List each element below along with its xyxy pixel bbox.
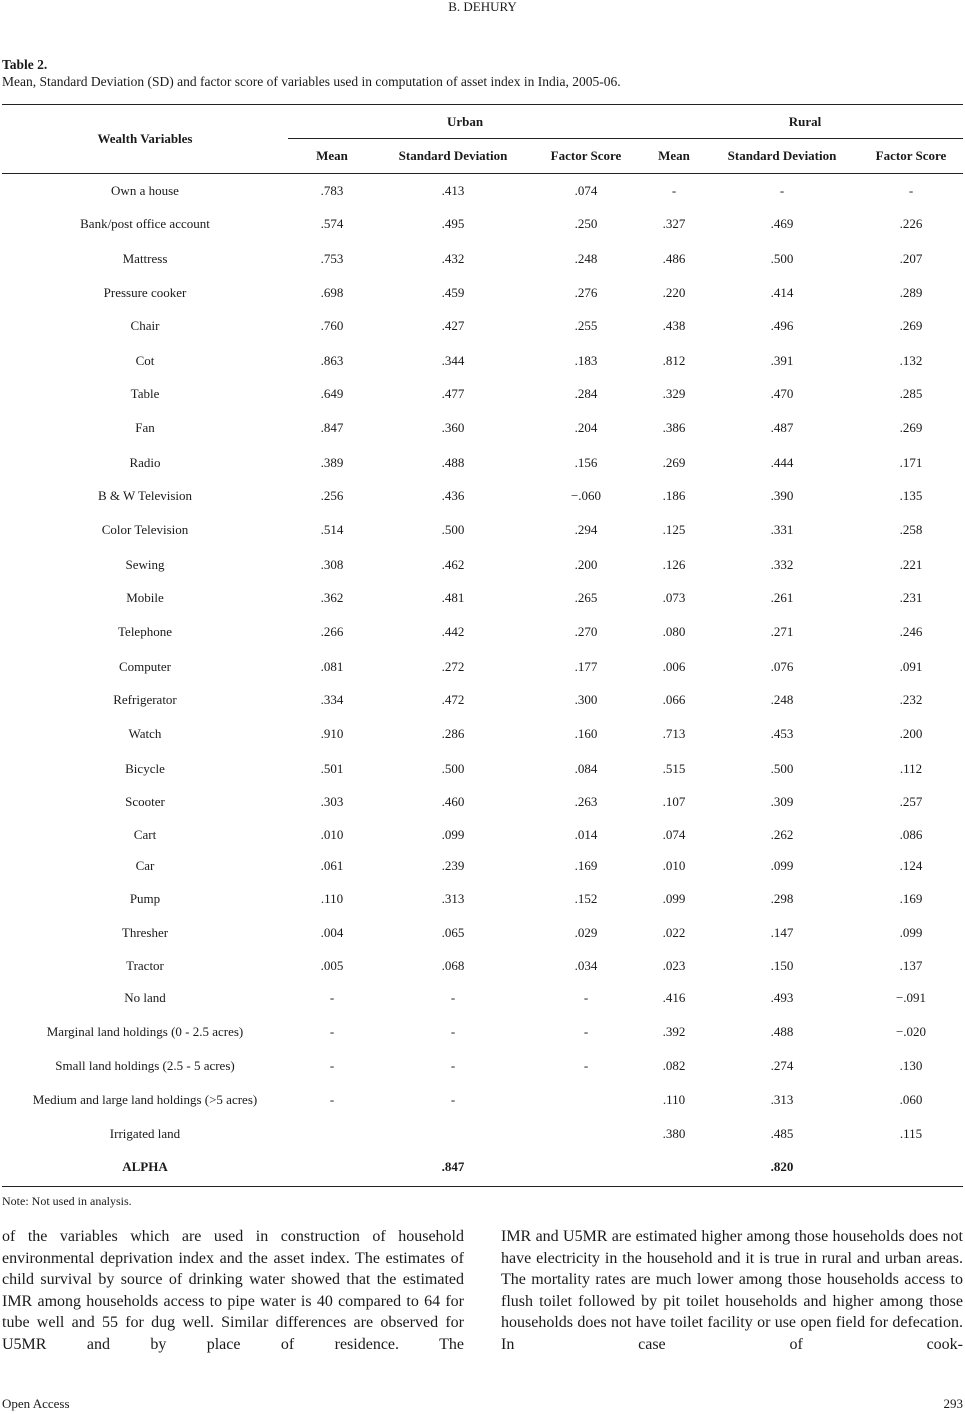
row-label: Medium and large land holdings (>5 acres) bbox=[32, 1092, 258, 1107]
table-cell: .500 bbox=[770, 251, 794, 266]
table-cell: .812 bbox=[662, 353, 686, 368]
table-cell: .272 bbox=[441, 659, 465, 674]
table-cell: .239 bbox=[441, 858, 465, 873]
table-cell: .270 bbox=[574, 624, 598, 639]
table-cell: - bbox=[779, 183, 785, 198]
table-cell: .200 bbox=[899, 726, 923, 741]
table-cell: .265 bbox=[574, 590, 598, 605]
table-cell: .061 bbox=[320, 858, 344, 873]
table-cell: - bbox=[583, 1024, 589, 1039]
table-cell: .334 bbox=[320, 692, 344, 707]
table-cell: .204 bbox=[574, 420, 598, 435]
row-label: Tractor bbox=[126, 958, 164, 973]
column-header: Factor Score bbox=[550, 148, 622, 163]
table-cell: - bbox=[329, 1092, 335, 1107]
row-label: Mobile bbox=[126, 590, 164, 605]
table-cell: .414 bbox=[770, 285, 794, 300]
table-cell: .014 bbox=[574, 827, 598, 842]
table-cell: .074 bbox=[662, 827, 686, 842]
group-header-rural: Rural bbox=[788, 114, 822, 129]
table-cell: .207 bbox=[899, 251, 923, 266]
table-cell: .010 bbox=[662, 858, 686, 873]
table-cell: .495 bbox=[441, 216, 465, 231]
row-label: Table bbox=[130, 386, 160, 401]
column-header: Mean bbox=[316, 148, 348, 163]
table-cell: .261 bbox=[770, 590, 794, 605]
table-cell: .501 bbox=[320, 761, 344, 776]
table-cell: .183 bbox=[574, 353, 598, 368]
table-cell: .231 bbox=[899, 590, 923, 605]
table-cell: .390 bbox=[770, 488, 794, 503]
table-cell: .488 bbox=[770, 1024, 794, 1039]
row-label: Color Television bbox=[101, 522, 189, 537]
table-cell: .362 bbox=[320, 590, 344, 605]
table-cell: −.060 bbox=[570, 488, 602, 503]
table-cell: .169 bbox=[899, 891, 923, 906]
table-cell: .086 bbox=[899, 827, 923, 842]
table-cell: .713 bbox=[662, 726, 686, 741]
table-cell: .034 bbox=[574, 958, 598, 973]
row-label: Refrigerator bbox=[113, 692, 177, 707]
table-cell: .248 bbox=[770, 692, 794, 707]
table-cell: .487 bbox=[770, 420, 794, 435]
table-cell: .082 bbox=[662, 1058, 686, 1073]
table-cell: .847 bbox=[441, 1159, 465, 1174]
table-cell: .248 bbox=[574, 251, 598, 266]
table-cell: .115 bbox=[899, 1126, 923, 1141]
table-cell: −.091 bbox=[895, 990, 927, 1005]
table-cell: .438 bbox=[662, 318, 686, 333]
table-cell: .171 bbox=[899, 455, 923, 470]
table-cell: .186 bbox=[662, 488, 686, 503]
table-cell: .309 bbox=[770, 794, 794, 809]
table-cell: .160 bbox=[574, 726, 598, 741]
group-header-urban: Urban bbox=[446, 114, 484, 129]
table-cell: .169 bbox=[574, 858, 598, 873]
body-right-column: IMR and U5MR are estimated higher among those households does not have electricity in the household and it is true in rural and urban areas. The mortality rates are much lower among those households access to flush toilet followed by pit toilet households and higher among those households does not have toilet facility or use open field for defecation. In case of cook- bbox=[501, 1228, 963, 1353]
row-label: Watch bbox=[128, 726, 162, 741]
table-cell: .910 bbox=[320, 726, 344, 741]
row-label: B & W Television bbox=[97, 488, 193, 503]
table-cell: .284 bbox=[574, 386, 598, 401]
table-cell: .432 bbox=[441, 251, 465, 266]
row-label: ALPHA bbox=[122, 1159, 168, 1174]
table-cell: .477 bbox=[441, 386, 465, 401]
table-cell: .488 bbox=[441, 455, 465, 470]
table-cell: .460 bbox=[441, 794, 465, 809]
table-cell: .472 bbox=[441, 692, 465, 707]
table-cell: .470 bbox=[770, 386, 794, 401]
table-cell: .515 bbox=[662, 761, 686, 776]
table-cell: .481 bbox=[441, 590, 465, 605]
page-number: 293 bbox=[943, 1396, 963, 1411]
row-label: Pressure cooker bbox=[103, 285, 187, 300]
row-label: Bank/post office account bbox=[80, 216, 210, 231]
column-header: Mean bbox=[658, 148, 690, 163]
table-cell: .099 bbox=[441, 827, 465, 842]
table-cell: .820 bbox=[770, 1159, 794, 1174]
table-header-rule bbox=[2, 173, 963, 174]
table-cell: .137 bbox=[899, 958, 923, 973]
table-cell: .246 bbox=[899, 624, 923, 639]
table-cell: .500 bbox=[441, 761, 465, 776]
table-cell: .004 bbox=[320, 925, 344, 940]
table-cell: .500 bbox=[441, 522, 465, 537]
table-cell: .073 bbox=[662, 590, 686, 605]
table-cell: - bbox=[671, 183, 677, 198]
table-cell: .005 bbox=[320, 958, 344, 973]
row-header: Wealth Variables bbox=[97, 131, 193, 146]
table-cell: .444 bbox=[770, 455, 794, 470]
table-cell: .200 bbox=[574, 557, 598, 572]
row-label: Thresher bbox=[121, 925, 169, 940]
table-cell: .500 bbox=[770, 761, 794, 776]
row-label: Chair bbox=[130, 318, 160, 333]
table-cell: .006 bbox=[662, 659, 686, 674]
table-cell: .110 bbox=[662, 1092, 686, 1107]
footer-open-access: Open Access bbox=[2, 1396, 70, 1411]
table-cell: .276 bbox=[574, 285, 598, 300]
table-cell: .274 bbox=[770, 1058, 794, 1073]
table-cell: .649 bbox=[320, 386, 344, 401]
row-label: Mattress bbox=[122, 251, 168, 266]
table-cell: .156 bbox=[574, 455, 598, 470]
table-cell: .099 bbox=[770, 858, 794, 873]
table-cell: .269 bbox=[899, 318, 923, 333]
table-bottom-rule bbox=[2, 1186, 963, 1187]
table-cell: .760 bbox=[320, 318, 344, 333]
table-cell: - bbox=[583, 990, 589, 1005]
table-cell: .132 bbox=[899, 353, 923, 368]
row-label: Telephone bbox=[118, 624, 172, 639]
table-cell: .300 bbox=[574, 692, 598, 707]
row-label: Computer bbox=[119, 659, 171, 674]
table-cell: .462 bbox=[441, 557, 465, 572]
table-caption-text: Mean, Standard Deviation (SD) and factor score of variables used in computation of asset index in India, 2005-06. bbox=[2, 74, 621, 89]
table-cell: .863 bbox=[320, 353, 344, 368]
table-cell: .220 bbox=[662, 285, 686, 300]
table-cell: .256 bbox=[320, 488, 344, 503]
table-group-rule bbox=[288, 138, 963, 139]
table-cell: .360 bbox=[441, 420, 465, 435]
table-cell: .221 bbox=[899, 557, 923, 572]
table-cell: .269 bbox=[662, 455, 686, 470]
table-cell: .332 bbox=[770, 557, 794, 572]
table-cell: .391 bbox=[770, 353, 794, 368]
table-cell: .081 bbox=[320, 659, 344, 674]
table-cell: .257 bbox=[899, 794, 923, 809]
table-cell: .327 bbox=[662, 216, 686, 231]
table-cell: .753 bbox=[320, 251, 344, 266]
table-cell: .442 bbox=[441, 624, 465, 639]
table-cell: .514 bbox=[320, 522, 344, 537]
table-cell: .107 bbox=[662, 794, 686, 809]
table-cell: .453 bbox=[770, 726, 794, 741]
table-cell: .147 bbox=[770, 925, 794, 940]
table-cell: .112 bbox=[899, 761, 923, 776]
table-cell: .269 bbox=[899, 420, 923, 435]
table-cell: .298 bbox=[770, 891, 794, 906]
table-cell: −.020 bbox=[895, 1024, 927, 1039]
table-note: Note: Not used in analysis. bbox=[2, 1194, 132, 1208]
column-header: Standard Deviation bbox=[727, 148, 837, 163]
row-label: Scooter bbox=[125, 794, 165, 809]
row-label: Car bbox=[135, 858, 155, 873]
table-cell: .076 bbox=[770, 659, 794, 674]
table-cell: .413 bbox=[441, 183, 465, 198]
table-cell: .150 bbox=[770, 958, 794, 973]
table-cell: .493 bbox=[770, 990, 794, 1005]
row-label: Fan bbox=[135, 420, 155, 435]
table-cell: - bbox=[450, 1058, 456, 1073]
table-cell: .308 bbox=[320, 557, 344, 572]
table-cell: .459 bbox=[441, 285, 465, 300]
table-cell: - bbox=[583, 1058, 589, 1073]
table-cell: .698 bbox=[320, 285, 344, 300]
table-cell: - bbox=[329, 1024, 335, 1039]
column-header: Factor Score bbox=[875, 148, 947, 163]
table-cell: .392 bbox=[662, 1024, 686, 1039]
table-cell: .022 bbox=[662, 925, 686, 940]
table-cell: .130 bbox=[899, 1058, 923, 1073]
table-cell: .389 bbox=[320, 455, 344, 470]
table-cell: .285 bbox=[899, 386, 923, 401]
table-cell: .099 bbox=[899, 925, 923, 940]
table-cell: .084 bbox=[574, 761, 598, 776]
table-cell: .250 bbox=[574, 216, 598, 231]
table-caption bbox=[2, 56, 621, 90]
table-cell: .232 bbox=[899, 692, 923, 707]
table-cell: .289 bbox=[899, 285, 923, 300]
row-label: No land bbox=[124, 990, 166, 1005]
table-cell: .303 bbox=[320, 794, 344, 809]
body-left-column: of the variables which are used in construction of household environmental deprivation index and the asset index. The estimates of child survival by source of drinking water showed that the estimated IMR among households access to pipe water is 40 compared to 64 for tube well and 55 for dug well. Similar differences are observed for U5MR and by place of residence. The bbox=[2, 1228, 464, 1353]
table-cell: .574 bbox=[320, 216, 344, 231]
table-cell: .331 bbox=[770, 522, 794, 537]
table-cell: .126 bbox=[662, 557, 686, 572]
running-head: B. DEHURY bbox=[448, 0, 517, 14]
table-cell: .313 bbox=[441, 891, 465, 906]
table-label: Table 2. bbox=[2, 57, 48, 72]
table-cell: .124 bbox=[899, 858, 923, 873]
row-label: Bicycle bbox=[125, 761, 165, 776]
table-cell: .262 bbox=[770, 827, 794, 842]
table-cell: - bbox=[450, 1024, 456, 1039]
table-cell: .152 bbox=[574, 891, 598, 906]
table-cell: .263 bbox=[574, 794, 598, 809]
table-cell: .023 bbox=[662, 958, 686, 973]
table-cell: .091 bbox=[899, 659, 923, 674]
table-cell: .436 bbox=[441, 488, 465, 503]
row-label: Irrigated land bbox=[109, 1126, 181, 1141]
table-cell: .286 bbox=[441, 726, 465, 741]
table-cell: .427 bbox=[441, 318, 465, 333]
table-cell: .099 bbox=[662, 891, 686, 906]
table-cell: .486 bbox=[662, 251, 686, 266]
table-cell: .416 bbox=[662, 990, 686, 1005]
table-cell: .485 bbox=[770, 1126, 794, 1141]
table-cell: .271 bbox=[770, 624, 794, 639]
table-cell: .177 bbox=[574, 659, 598, 674]
table-cell: .074 bbox=[574, 183, 598, 198]
row-label: Cart bbox=[133, 827, 157, 842]
table-cell: - bbox=[329, 1058, 335, 1073]
table-cell: .255 bbox=[574, 318, 598, 333]
table-cell: .469 bbox=[770, 216, 794, 231]
row-label: Pump bbox=[129, 891, 161, 906]
row-label: Own a house bbox=[111, 183, 179, 198]
table-cell: .068 bbox=[441, 958, 465, 973]
table-cell: .226 bbox=[899, 216, 923, 231]
row-label: Cot bbox=[135, 353, 155, 368]
table-cell: .080 bbox=[662, 624, 686, 639]
table-cell: .386 bbox=[662, 420, 686, 435]
row-label: Sewing bbox=[125, 557, 165, 572]
table-cell: .344 bbox=[441, 353, 465, 368]
table-cell: .066 bbox=[662, 692, 686, 707]
column-header: Standard Deviation bbox=[398, 148, 508, 163]
table-cell: .496 bbox=[770, 318, 794, 333]
table-cell: .266 bbox=[320, 624, 344, 639]
table-cell: .380 bbox=[662, 1126, 686, 1141]
table-cell: .125 bbox=[662, 522, 686, 537]
table-cell: - bbox=[450, 1092, 456, 1107]
table-cell: .313 bbox=[770, 1092, 794, 1107]
table-cell: .029 bbox=[574, 925, 598, 940]
table-cell: .258 bbox=[899, 522, 923, 537]
row-label: Small land holdings (2.5 - 5 acres) bbox=[55, 1058, 235, 1073]
table-top-rule bbox=[2, 104, 963, 105]
table-cell: .060 bbox=[899, 1092, 923, 1107]
table-cell: - bbox=[450, 990, 456, 1005]
table-cell: .783 bbox=[320, 183, 344, 198]
table-cell: .110 bbox=[320, 891, 344, 906]
table-cell: - bbox=[908, 183, 914, 198]
table-cell: .065 bbox=[441, 925, 465, 940]
row-label: Marginal land holdings (0 - 2.5 acres) bbox=[46, 1024, 244, 1039]
table-cell: .010 bbox=[320, 827, 344, 842]
table-cell: .847 bbox=[320, 420, 344, 435]
row-label: Radio bbox=[129, 455, 161, 470]
table-cell: .135 bbox=[899, 488, 923, 503]
table-cell: .329 bbox=[662, 386, 686, 401]
table-cell: .294 bbox=[574, 522, 598, 537]
table-cell: - bbox=[329, 990, 335, 1005]
